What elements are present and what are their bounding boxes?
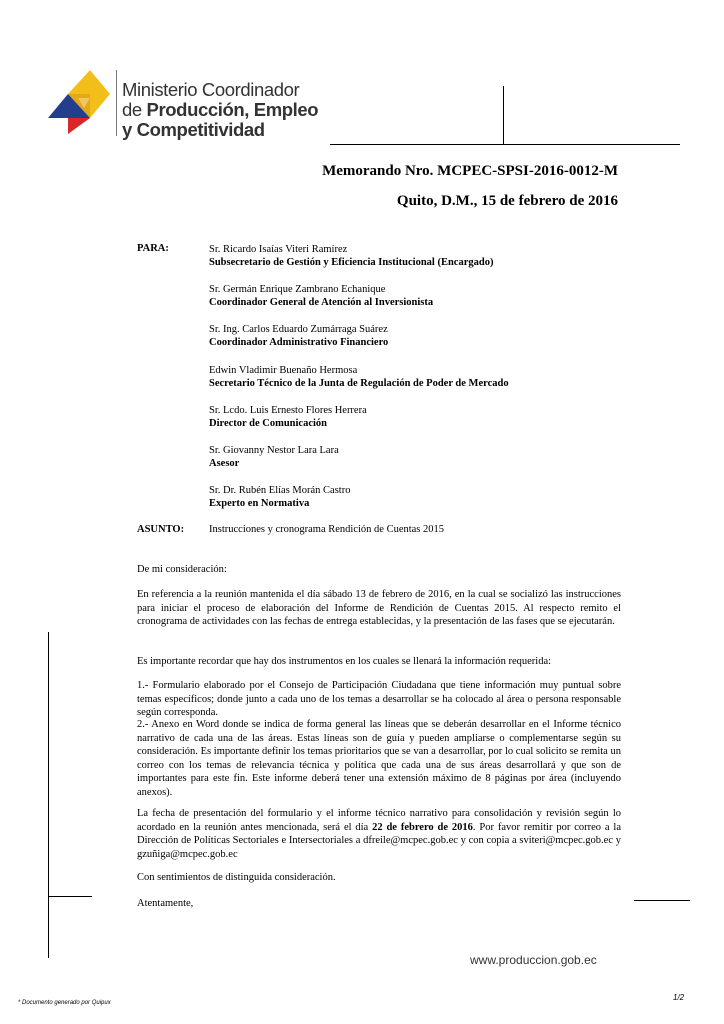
header-horizontal-rule [330, 144, 680, 145]
logo-divider [116, 70, 117, 136]
recipient-title: Experto en Normativa [209, 498, 310, 509]
paragraph-4-end: . Por favor remitir por correo a la Dirección de Políticas Sectoriales e Intersectoriales a dfreile@mcpec.gob.ec y con copia a sviteri@mcpec.gob.ec y gzuñiga@mcpec.gob.ec [137, 821, 621, 860]
recipient-name: Sr. Ricardo Isaías Viteri Ramírez [209, 244, 348, 255]
deadline-date: 22 de febrero de 2016 [372, 821, 473, 833]
ministry-logo-icon [48, 68, 114, 136]
signoff: Atentamente, [137, 898, 194, 909]
page-number: 1/2 [673, 993, 685, 1002]
left-fold-mark [48, 896, 92, 897]
header-vertical-rule [503, 86, 504, 144]
recipient-title: Asesor [209, 458, 240, 469]
logo-line-2-prefix: de [122, 99, 147, 120]
paragraph-4-start: La fecha de presentación del formulario y el informe técnico narrativo para consolidación y revisión según lo acordado en la reunión antes mencionada, será el día [137, 808, 621, 833]
subject-text: Instrucciones y cronograma Rendición de Cuentas 2015 [209, 524, 445, 535]
recipients-label: PARA: [137, 243, 169, 254]
recipient-title: Secretario Técnico de la Junta de Regulación de Poder de Mercado [209, 378, 509, 389]
logo-line-2 [122, 100, 318, 120]
generated-note: * Documento generado por Quipux [18, 1000, 111, 1006]
recipient-title: Coordinador General de Atención al Inversionista [209, 297, 434, 308]
memo-date: Quito, D.M., 15 de febrero de 2016 [396, 193, 618, 209]
paragraph-3-item-2: 2.- Anexo en Word donde se indica de forma general las líneas que se deberán desarrollar en el Informe técnico narrativo de cada una de las áreas. Estas líneas son de guía y pueden ampliarse o complementarse según su consideración. Es importante definir los temas prioritarios que se van a desarrollar, por lo cual solicito se remita un correo con los temas de relevancia técnica y política que cada una de sus áreas desarrollará y que son de importantes para este fin. Este informe deberá tener una extensión máximo de 8 páginas por área (incluyendo anexos). [137, 719, 621, 798]
recipient [209, 444, 339, 470]
recipient-title: Subsecretario de Gestión y Eficiencia Institucional (Encargado) [209, 257, 494, 268]
recipient-name: Sr. Giovanny Nestor Lara Lara [209, 445, 339, 456]
recipient-name: Sr. Lcdo. Luis Ernesto Flores Herrera [209, 405, 367, 416]
recipient-name: Sr. Ing. Carlos Eduardo Zumárraga Suárez [209, 324, 388, 335]
recipient [209, 404, 367, 430]
recipient-name: Edwin Vladimir Buenaño Hermosa [209, 365, 358, 376]
paragraph-3-item-1: 1.- Formulario elaborado por el Consejo de Participación Ciudadana que tiene información muy puntual sobre temas específicos; donde junto a cada uno de los temas a desarrollar se ha colocado al área o persona responsable según corresponda. [137, 680, 621, 718]
recipient [209, 364, 509, 390]
left-margin-rule [48, 632, 49, 958]
recipient [209, 323, 388, 349]
logo-line-1: Ministerio Coordinador [122, 79, 300, 100]
website-url: www.produccion.gob.ec [470, 953, 597, 967]
recipient-title: Coordinador Administrativo Financiero [209, 337, 389, 348]
right-fold-mark [634, 900, 690, 901]
greeting: De mi consideración: [137, 564, 227, 575]
recipient-name: Sr. Germán Enrique Zambrano Echanique [209, 284, 386, 295]
logo-line-2-bold: Producción, Empleo [146, 99, 319, 120]
subject-label: ASUNTO: [137, 524, 185, 535]
recipient-name: Sr. Dr. Rubén Elías Morán Castro [209, 485, 351, 496]
recipient [209, 283, 433, 309]
recipient [209, 243, 493, 269]
memo-number: Memorando Nro. MCPEC-SPSI-2016-0012-M [322, 163, 618, 179]
paragraph-4 [137, 807, 621, 861]
ministry-name [122, 80, 318, 140]
logo-line-3: y Competitividad [122, 119, 265, 140]
recipient [209, 484, 350, 510]
paragraph-1: En referencia a la reunión mantenida el día sábado 13 de febrero de 2016, en la cual se socializó las instrucciones para iniciar el proceso de elaboración del Informe de Rendición de Cuentas 2015. Al respecto remito el cronograma de actividades con las fechas de entrega establecidas, y la presentación de las fases que se ejecutarán. [137, 589, 621, 627]
closing-line: Con sentimientos de distinguida consideración. [137, 872, 336, 883]
paragraph-2: Es importante recordar que hay dos instrumentos en los cuales se llenará la información requerida: [137, 656, 552, 667]
recipient-title: Director de Comunicación [209, 418, 328, 429]
